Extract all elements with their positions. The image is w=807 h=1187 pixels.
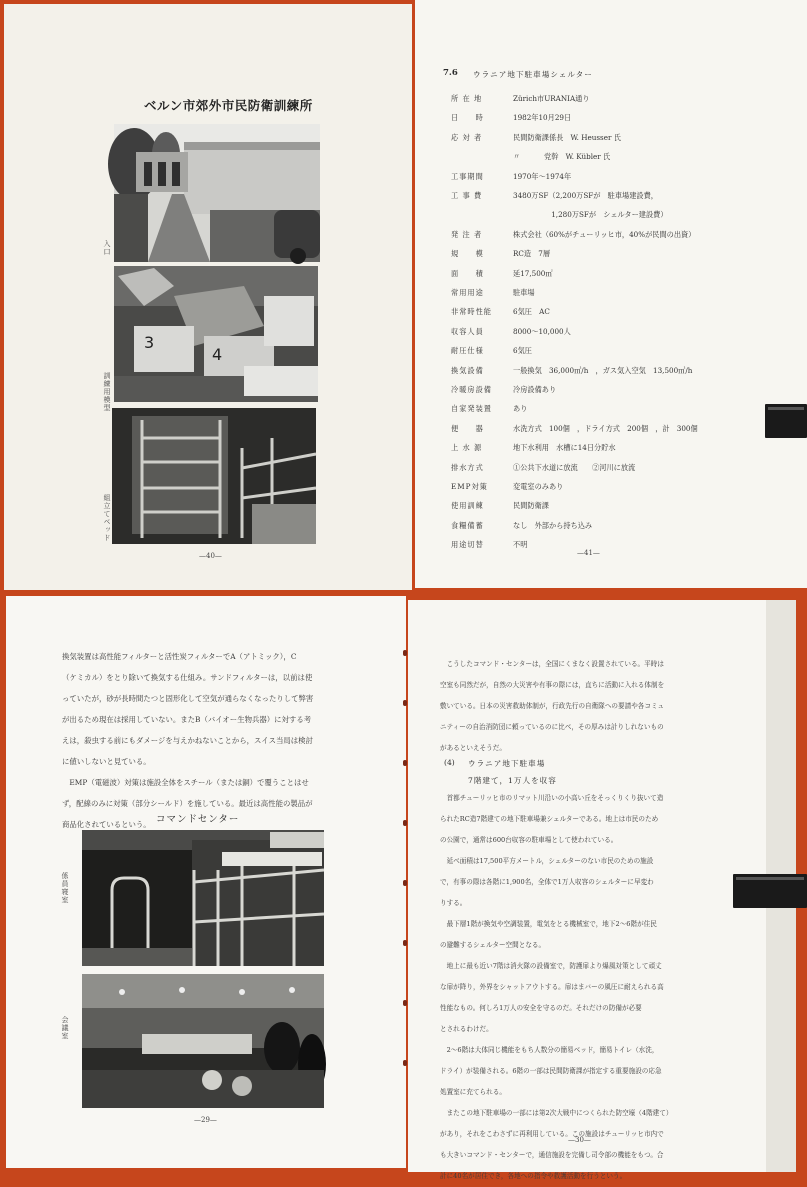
spec-value: 株式会社（60%がチューリッヒ市，40%が民間の出資） xyxy=(513,229,696,239)
spec-key: 使用訓練 xyxy=(451,501,484,511)
spec-key: 排水方式 xyxy=(451,462,484,472)
spec-value: 民間防衛課 xyxy=(513,501,549,511)
spec-value: 冷房設備あり xyxy=(513,385,557,394)
spec-key: 便 器 xyxy=(451,423,484,433)
text-line: ず，配線のみに対策（部分シールド）を施している。最近は高性能の製品が xyxy=(62,799,313,808)
spec-value: 1970年〜1974年 xyxy=(513,171,572,181)
spec-key: 日 時 xyxy=(451,113,484,123)
text-line: で，有事の際は各階に1,900名，全体で1万人収容のシェルターに早変わ xyxy=(440,878,654,886)
section-title: ウラニア地下駐車場 xyxy=(468,759,546,768)
body-text-2 xyxy=(440,788,672,1187)
binder-clip xyxy=(733,874,807,908)
text-line: （ケミカル）をとり除いて換気する仕組み。サンドフィルターは，以前は使 xyxy=(62,673,313,682)
text-line: 性能なもの。何しろ1万人の安全を守るのだ。それだけの防備が必要 xyxy=(440,1004,642,1012)
text-line: 商品化されているという。 xyxy=(62,820,151,829)
spec-value: 1982年10月29日 xyxy=(513,113,572,123)
section-number: 7.6 xyxy=(443,68,458,78)
spec-key: 規 模 xyxy=(451,249,484,259)
spec-key: 自家発装置 xyxy=(451,404,492,414)
spec-value: 不明 xyxy=(513,540,528,550)
spec-value: あり xyxy=(513,404,528,414)
spec-value: 3480万SF（2,200万SFが 駐車場建設費， xyxy=(513,191,658,200)
label-entrance: 入口 xyxy=(103,240,111,256)
page-30 xyxy=(408,600,766,1180)
text-line: えは，殺虫する前にもダメージを与えかねないことから，スイス当局は検討 xyxy=(62,736,313,745)
svg-text:3: 3 xyxy=(144,333,155,352)
text-line: またこの地下駐車場の一部には第2次大戦中につくられた防空壕（4階建て） xyxy=(440,1109,673,1117)
body-text xyxy=(62,646,313,835)
spec-key: 発 注 者 xyxy=(451,229,483,239)
text-line: も大きいコマンド・センターで，通信施設を完備し司令部の機能をもつ。合 xyxy=(440,1151,664,1159)
spec-key: 所 在 地 xyxy=(451,94,483,103)
text-line: があるといえそうだ。 xyxy=(440,744,506,752)
spec-key: 耐圧仕様 xyxy=(451,346,484,356)
spec-key: 工事期間 xyxy=(451,171,484,181)
text-line: 地上に最も近い7階は消火隊の設備室で，防護扉より爆風対策として頑丈 xyxy=(440,962,662,970)
spec-key: 応 対 者 xyxy=(451,132,483,142)
spec-key: 冷暖房設備 xyxy=(451,385,492,394)
text-line: な扉が降り，外界をシャットアウトする。扉はまバーの風圧に耐えられる高 xyxy=(440,983,664,991)
text-line: 延べ面積は17,500平方メートル，シェルターのない市民のための施設 xyxy=(440,857,654,865)
spec-value: 駐車場 xyxy=(513,288,535,297)
spec-value: 水洗方式 100個 ，ドライ方式 200個 ，計 300個 xyxy=(513,423,698,433)
text-line: られたRC造7階建ての地下駐車場兼シェルターである。地上は市民のため xyxy=(440,815,659,823)
spec-value: Zürich市URANIA通り xyxy=(513,94,590,103)
text-line: EMP（電磁波）対策は施設全体をスチール（または銅）で覆うことはせ xyxy=(62,778,309,787)
text-line: の公園で，通常は600台収容の駐車場として使われている。 xyxy=(440,836,618,844)
page-number: —29— xyxy=(194,1116,217,1124)
text-line: ニティーの自治消防団に頼っているのに比べ，その厚みは計りしれないもの xyxy=(440,723,664,731)
spec-value: 変電室のみあり xyxy=(513,482,564,491)
spec-key: 常用用途 xyxy=(451,288,484,297)
spec-key: 上 水 源 xyxy=(451,443,483,453)
section-heading: ウラニア地下駐車場シェルター xyxy=(473,70,593,79)
spec-key: 食糧備蓄 xyxy=(451,520,484,530)
page-number: —30— xyxy=(568,1136,591,1144)
text-line: とされるわけだ。 xyxy=(440,1025,493,1033)
spec-value: 1,280万SFが シェルター建設費） xyxy=(513,210,668,220)
body-text-1 xyxy=(440,654,664,759)
spec-key: 換気設備 xyxy=(451,365,484,375)
spec-key: 収容人員 xyxy=(451,326,484,336)
photo-staff-bedroom xyxy=(82,830,324,966)
spec-key: 面 積 xyxy=(451,268,484,278)
spec-value: 一般換気 36,000㎥/h ，ガス気入空気 13,500㎥/h xyxy=(513,365,693,375)
text-line: 換気装置は高性能フィルターと活性炭フィルターでA（アトミック），C xyxy=(62,652,297,661)
text-line: 計に40名が居住でき，各地への指令や救護活動を行うという。 xyxy=(440,1172,627,1180)
spec-key: 工 事 費 xyxy=(451,191,483,200)
page-number: —40— xyxy=(199,552,222,560)
spec-value: ①公共下水道に放流 ②河川に放流 xyxy=(513,462,636,472)
spec-value: 8000〜10,000人 xyxy=(513,326,571,336)
spec-key: 用途切替 xyxy=(451,540,484,550)
text-line: 処置室に充てられる。 xyxy=(440,1088,506,1096)
text-line: 敷いている。日本の災害救助体制が，行政先行の自衛隊への要請や各コミュ xyxy=(440,702,665,710)
text-line: が出るため現在は採用していない。またB（バイオー生物兵器）に対する考 xyxy=(62,715,312,724)
text-line: りする。 xyxy=(440,899,467,907)
text-line: に値いしないと見ている。 xyxy=(62,757,151,766)
spec-key: 非常時性能 xyxy=(451,307,492,317)
label-staff-bedroom: 係員寝室 xyxy=(61,872,69,904)
label-assembled-beds: 組立てベッド xyxy=(103,494,111,542)
text-line: ドライ）が装備される。6階の一部は民間防衛課が指定する重要施設の応急 xyxy=(440,1067,662,1075)
text-line: 2〜6階は大体同じ機能をもち人数分の簡易ベッド，簡易トイレ（水洗， xyxy=(440,1046,659,1054)
text-line: 最下層1階が換気や空調装置，電気をとる機械室で，地下2〜6階が住民 xyxy=(440,920,657,928)
svg-text:4: 4 xyxy=(212,345,223,364)
text-line: こうしたコマンド・センターは，全国にくまなく設置されている。平時は xyxy=(440,660,664,668)
spec-value: 6気圧 AC xyxy=(513,307,550,317)
page-41 xyxy=(415,0,807,588)
spec-table xyxy=(451,94,791,550)
spec-value: 6気圧 xyxy=(513,346,532,356)
label-meeting-room: 会議室 xyxy=(61,1016,69,1040)
photo-assembled-beds xyxy=(112,408,316,544)
text-line: 空室も同然だが，自然の大災害や有事の際には，直ちに活動に入れる体制を xyxy=(440,681,665,689)
photo-training-model xyxy=(114,266,318,402)
photo-entrance xyxy=(114,124,320,262)
page-title: ベルン市郊外市民防衛訓練所 xyxy=(144,98,313,113)
page-40 xyxy=(4,4,412,590)
spec-value: 〃 党幹 W. Kübler 氏 xyxy=(513,152,611,162)
page-29 xyxy=(6,596,406,1168)
spec-key: EMP対策 xyxy=(451,482,488,491)
spec-value: 民間防衛課係長 W. Heusser 氏 xyxy=(513,132,621,142)
text-line: の避難するシェルター空間となる。 xyxy=(440,941,546,949)
spec-value: RC造 7層 xyxy=(513,249,551,259)
photo-meeting-room xyxy=(82,974,324,1108)
photo-title: コマンドセンター xyxy=(156,814,240,825)
spec-value: 地下水利用 水槽に14日分貯水 xyxy=(513,443,616,453)
spec-value: 延17,500㎡ xyxy=(513,268,553,278)
spec-value: なし 外部から持ち込み xyxy=(513,520,593,530)
label-training-model: 訓練用模型 xyxy=(103,372,111,412)
section-subtitle: 7階建て，1万人を収容 xyxy=(468,776,557,785)
text-line: 首都チューリッヒ市のリマット川沿いの小高い丘をそっくりくり抜いて造 xyxy=(440,794,664,802)
text-line: があり，それをこわさずに再利用している。この施設はチューリッヒ市内で xyxy=(440,1130,664,1138)
binder-clip xyxy=(765,404,807,438)
text-line: っていたが，砂が長時間たつと固形化して空気が通らなくなったりして弊害 xyxy=(62,694,314,703)
section-number: (4) xyxy=(444,758,455,767)
page-number: —41— xyxy=(577,549,600,557)
